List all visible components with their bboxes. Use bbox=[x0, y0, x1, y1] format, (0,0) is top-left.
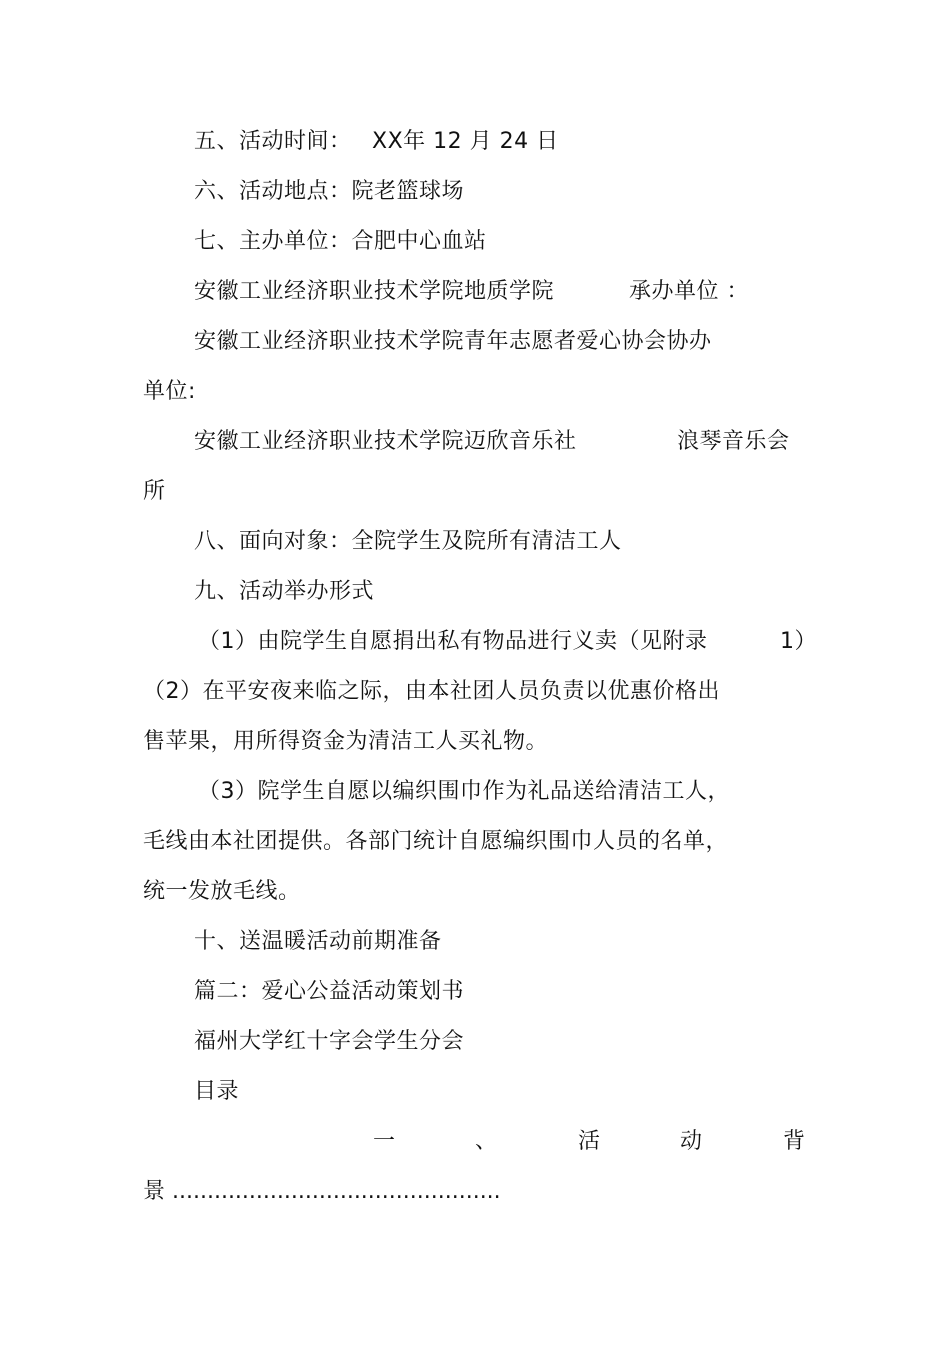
organizer-line: 七、主办单位：合肥中心血站 bbox=[194, 229, 487, 254]
music-club-right: 浪琴音乐会 bbox=[677, 429, 790, 454]
format-item-1-text: （1）由院学生自愿捐出私有物品进行义卖（见附录 bbox=[198, 629, 708, 654]
toc-entry-1-char-5: 背 bbox=[783, 1129, 806, 1154]
activity-time-label: 五、活动时间： bbox=[194, 129, 352, 154]
toc-entry-1 bbox=[143, 1128, 805, 1156]
toc-entry-1-char-3: 活 bbox=[578, 1129, 601, 1154]
co-organizer-right: 承办单位 ： bbox=[629, 279, 749, 304]
chapter-two-title: 篇二：爱心公益活动策划书 bbox=[194, 979, 465, 1004]
music-club-line bbox=[194, 428, 794, 456]
music-club-left: 安徽工业经济职业技术学院迈欣音乐社 bbox=[194, 429, 577, 454]
activity-time-value: XX年 12 月 24 日 bbox=[372, 129, 559, 154]
toc-heading: 目录 bbox=[194, 1079, 240, 1104]
co-organizer-left: 安徽工业经济职业技术学院地质学院 bbox=[194, 279, 555, 304]
format-item-3-continued: 毛线由本社团提供。各部门统计自愿编织围巾人员的名单， bbox=[143, 829, 729, 854]
red-cross-branch-line: 福州大学红十字会学生分会 bbox=[194, 1029, 465, 1054]
format-item-2: （2）在平安夜来临之际，由本社团人员负责以优惠价格出 bbox=[143, 679, 720, 704]
toc-entry-1-char-1: 一 bbox=[373, 1129, 396, 1154]
activity-format-heading: 九、活动举办形式 bbox=[194, 579, 375, 604]
toc-entry-1-char-2: 、 bbox=[475, 1129, 498, 1154]
format-item-3-end: 统一发放毛线。 bbox=[143, 879, 301, 904]
preparation-heading: 十、送温暖活动前期准备 bbox=[194, 929, 442, 954]
format-item-1-end: 1） bbox=[780, 629, 817, 654]
format-item-1 bbox=[198, 628, 817, 656]
format-item-3: （3）院学生自愿以编织围巾作为礼品送给清洁工人， bbox=[198, 779, 730, 804]
activity-location-line: 六、活动地点：院老篮球场 bbox=[194, 179, 465, 204]
volunteer-association-line: 安徽工业经济职业技术学院青年志愿者爱心协会协办 bbox=[194, 329, 712, 354]
target-audience-line: 八、面向对象：全院学生及院所有清洁工人 bbox=[194, 529, 622, 554]
co-organizer-line bbox=[194, 278, 754, 306]
unit-line: 单位: bbox=[143, 379, 196, 404]
toc-entry-1-char-4: 动 bbox=[680, 1129, 703, 1154]
format-item-2-continued: 售苹果，用所得资金为清洁工人买礼物。 bbox=[143, 729, 549, 754]
music-club-continued: 所 bbox=[143, 479, 166, 504]
activity-time-line bbox=[194, 128, 559, 156]
toc-entry-1-continued: 景 ............................................... bbox=[143, 1179, 501, 1204]
